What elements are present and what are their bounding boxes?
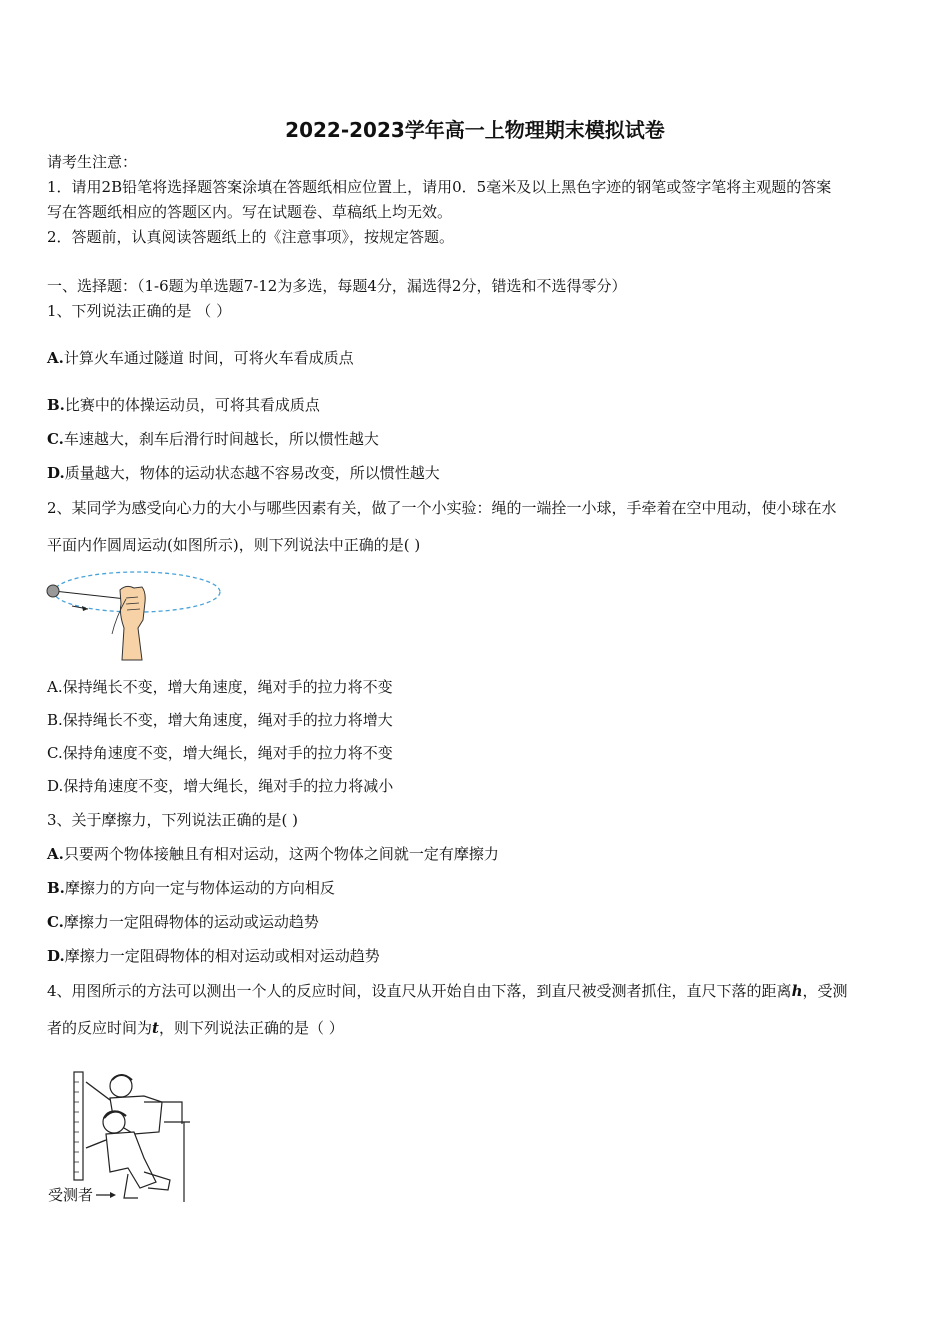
notice-heading: 请考生注意：: [47, 153, 138, 171]
q2-option-b: B.保持绳长不变，增大角速度，绳对手的拉力将增大: [47, 711, 393, 729]
q4-stem-line-1: 4、用图所示的方法可以测出一个人的反应时间，设直尺从开始自由下落，到直尺被受测者抓住，直尺下落的距离h，受测: [47, 982, 848, 1000]
notice-item-1-line-1: 1．请用2B铅笔将选择题答案涂填在答题纸相应位置上，请用0．5毫米及以上黑色字迹的钢笔或签字笔将主观题的答案: [47, 178, 832, 196]
q4-stem-line-2: 者的反应时间为t，则下列说法正确的是（ ）: [47, 1019, 344, 1037]
q1-option-a: A.计算火车通过隧道 时间，可将火车看成质点: [47, 349, 354, 367]
notice-item-1-line-2: 写在答题纸相应的答题区内。写在试题卷、草稿纸上均无效。: [47, 203, 453, 221]
q3-option-a: A.只要两个物体接触且有相对运动，这两个物体之间就一定有摩擦力: [47, 845, 499, 863]
q3-stem: 3、关于摩擦力，下列说法正确的是( ): [47, 811, 299, 829]
figure-label-subject: 受测者: [48, 1186, 94, 1204]
q3-option-c: C.摩擦力一定阻碍物体的运动或运动趋势: [47, 913, 319, 931]
q2-option-a: A.保持绳长不变，增大角速度，绳对手的拉力将不变: [47, 678, 393, 696]
q1-stem: 1、下列说法正确的是 （ ）: [47, 302, 232, 320]
q1-option-c: C.车速越大，刹车后滑行时间越长，所以惯性越大: [47, 430, 379, 448]
subject-body: [106, 1132, 156, 1188]
section-heading: 一、选择题：（1-6题为单选题7-12为多选，每题4分，漏选得2分，错选和不选得零分）: [47, 277, 627, 295]
q2-option-c: C.保持角速度不变，增大绳长，绳对手的拉力将不变: [47, 744, 393, 762]
q2-stem-line-2: 平面内作圆周运动(如图所示)，则下列说法中正确的是( ): [47, 536, 421, 554]
ruler: [74, 1072, 83, 1180]
page-title: 2022-2023学年高一上物理期末模拟试卷: [285, 118, 665, 142]
circular-motion-figure: [42, 562, 227, 664]
q2-stem-line-1: 2、某同学为感受向心力的大小与哪些因素有关，做了一个小实验：绳的一端拴一小球，手牵着在空中甩动，使小球在水: [47, 499, 837, 517]
q2-option-d: D.保持角速度不变，增大绳长，绳对手的拉力将减小: [47, 777, 394, 795]
q1-option-b: B.比赛中的体操运动员，可将其看成质点: [47, 396, 320, 414]
q1-option-d: D.质量越大，物体的运动状态越不容易改变，所以惯性越大: [47, 464, 440, 482]
string-line: [54, 591, 126, 599]
notice-item-2: 2．答题前，认真阅读答题纸上的《注意事项》，按规定答题。: [47, 228, 455, 246]
q3-option-b: B.摩擦力的方向一定与物体运动的方向相反: [47, 879, 335, 897]
q3-option-d: D.摩擦力一定阻碍物体的相对运动或相对运动趋势: [47, 947, 380, 965]
ball: [47, 585, 59, 597]
